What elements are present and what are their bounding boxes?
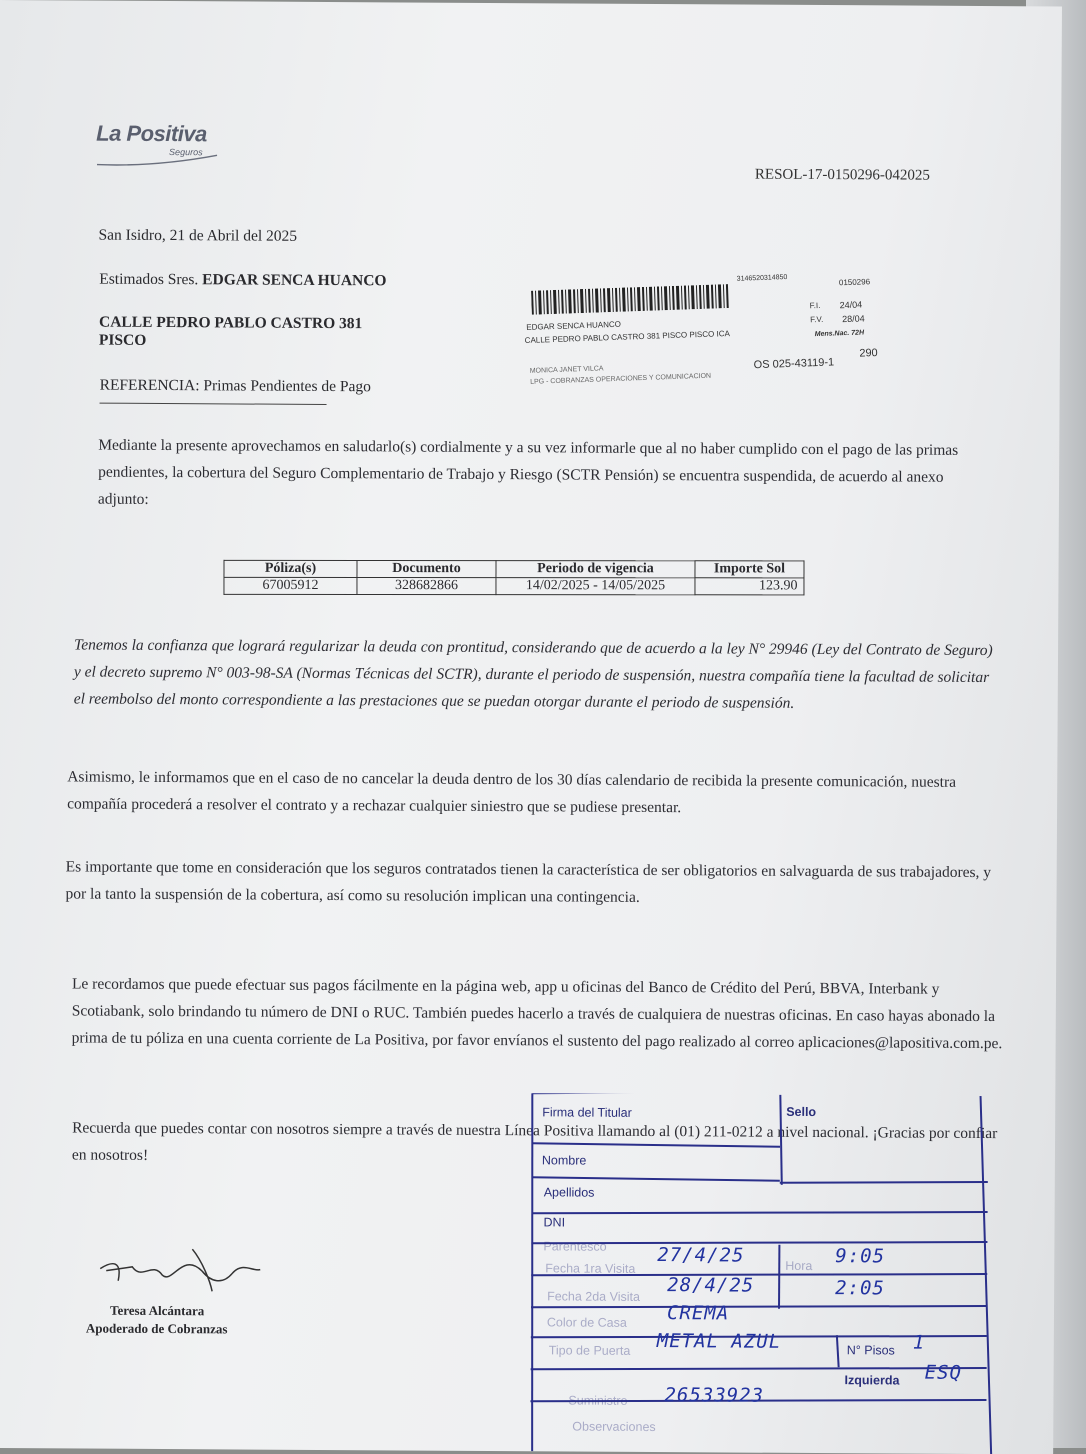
stamp-nombre-label: Nombre xyxy=(541,1153,587,1168)
label-fi-label: F.I. xyxy=(809,300,821,311)
label-fv-value: 28/04 xyxy=(842,313,865,325)
table-row xyxy=(224,577,804,595)
reference-underline xyxy=(100,403,327,405)
cell-periodo: 14/02/2025 - 14/05/2025 xyxy=(496,578,695,595)
reference-line: REFERENCIA: Primas Pendientes de Pago xyxy=(99,376,371,396)
stamp-observaciones-label: Observaciones xyxy=(572,1419,656,1435)
address-line-2: PISCO xyxy=(98,331,147,349)
recipient-name: EDGAR SENCA HUANCO xyxy=(202,271,387,290)
paragraph-law: Tenemos la confianza que logrará regularizar la deuda con prontitud, considerando que de acuerdo a la ley N° 29946 (Ley del Contrato de Seguro) y el decreto supremo N° 003-98-SA (Normas Técnicas del SCTR), durante el periodo de suspensión, nuestra compañía tiene la facultad de solicitar el reembolso del monto correspondiente a las prestaciones que se puedan otorgar durante el periodo de suspensión. xyxy=(73,636,993,712)
label-code: 0150296 xyxy=(838,277,871,288)
paragraph-intro: Mediante la presente aprovechamos en saludarlo(s) cordialmente y a su vez informarle que al no haber cumplido con el pago de las primas pendientes, la cobertura del Seguro Complementario de Trabajo y Riesgo (SCTR Pensión) se encuentra suspendida, de acuerdo al anexo adjunto: xyxy=(97,436,959,508)
greeting-text: Estimados Sres. xyxy=(99,270,199,289)
paragraph-payment: Le recordamos que puede efectuar sus pagos fácilmente en la página web, app u oficinas del Banco de Crédito del Perú, BBVA, Interbank y Scotiabank, solo brindando tu número de DNI o RUC. También puedes hacerlo a través de cualquiera de nuestras oficinas. En caso hayas abonado la prima de tu póliza en una cuenta corriente de La Positiva, por favor envíanos el sustento del pago realizado al correo aplicaciones@lapositiva.com.pe. xyxy=(71,975,1003,1053)
label-count: 290 xyxy=(859,346,878,360)
greeting xyxy=(99,271,386,291)
stamp-tipo-label: Tipo de Puerta xyxy=(548,1343,631,1358)
policy-table-header xyxy=(224,560,804,578)
label-department: LPG - COBRANZAS OPERACIONES Y COMUNICACION xyxy=(530,372,712,386)
stamp-fecha1-value: 27/4/25 xyxy=(657,1244,745,1267)
stamp-fecha2-label: Fecha 2da Visita xyxy=(547,1289,641,1304)
shipping-label xyxy=(518,259,894,390)
paragraph-contact: Recuerda que puedes contar con nosotros siempre a través de nuestra Línea Positiva llamando al (01) 211-0212 a nivel nacional. ¡Gracias por confiar en nosotros! xyxy=(71,1119,998,1164)
policy-table xyxy=(223,560,804,596)
col-documento: Documento xyxy=(357,561,496,578)
tracking-number: 3146520314850 xyxy=(736,274,788,283)
logo-swoosh-icon xyxy=(95,153,220,168)
label-service: Mens.Nac. 72H xyxy=(814,329,865,339)
cell-importe: 123.90 xyxy=(695,578,804,595)
label-courier-agent: MONICA JANET VILCA xyxy=(529,365,604,375)
stamp-color-value: CREMA xyxy=(666,1302,730,1325)
stamp-dni-label: DNI xyxy=(543,1215,566,1230)
stamp-pisos-value: 1 xyxy=(912,1331,926,1354)
barcode-icon xyxy=(531,284,732,315)
paragraph-mandatory: Es importante que tome en consideración que los seguros contratados tienen la característica de ser obligatorios en salvaguarda de sus trabajadores, y por la tanto la suspensión de la cobertura, así como su resolución implican una contingencia. xyxy=(65,858,992,906)
stamp-hora2-value: 2:05 xyxy=(835,1277,885,1300)
label-os-number: OS 025-43119-1 xyxy=(753,356,835,372)
signer-name: Teresa Alcántara xyxy=(109,1302,205,1319)
cell-poliza: 67005912 xyxy=(224,577,357,594)
stamp-fecha1-label: Fecha 1ra Visita xyxy=(545,1261,636,1276)
resolution-code: RESOL-17-0150296-042025 xyxy=(754,166,930,184)
stamp-pisos-label: N° Pisos xyxy=(846,1343,895,1358)
label-fi-value: 24/04 xyxy=(839,299,863,311)
stamp-hora1-label: Hora xyxy=(785,1258,813,1273)
label-fv-label: F.V. xyxy=(810,314,824,325)
signer-role: Apoderado de Cobranzas xyxy=(85,1320,228,1337)
paragraph-resolution: Asimismo, le informamos que en el caso de no cancelar la deuda dentro de los 30 días calendario de recibida la presente comunicación, nuestra compañía procederá a resolver el contrato y a rechazar cualquier siniestro que se pudiese presentar. xyxy=(67,768,957,817)
stamp-tipo-value: METAL AZUL xyxy=(656,1330,782,1353)
stamp-firma-label: Firma del Titular xyxy=(542,1105,632,1120)
stamp-apellidos-label: Apellidos xyxy=(543,1185,595,1200)
stamp-izquierda-label: Izquierda xyxy=(844,1373,900,1388)
delivery-stamp xyxy=(516,1093,1038,1454)
stamp-parentesco-label: Parentesco xyxy=(543,1239,607,1254)
stamp-fecha2-value: 28/4/25 xyxy=(667,1274,755,1297)
label-address: CALLE PEDRO PABLO CASTRO 381 PISCO PISCO ICA xyxy=(524,329,731,345)
letter-date: San Isidro, 21 de Abril del 2025 xyxy=(98,226,298,245)
handwritten-signature xyxy=(92,1241,272,1302)
stamp-sello-label: Sello xyxy=(786,1104,817,1120)
label-recipient-name: EDGAR SENCA HUANCO xyxy=(526,319,622,332)
stamp-izquierda-value: ESQ xyxy=(924,1361,963,1384)
company-logo: La Positiva xyxy=(96,120,207,147)
address-line-1: CALLE PEDRO PABLO CASTRO 381 xyxy=(98,313,363,333)
stamp-suministro-label: Suministro xyxy=(568,1393,628,1408)
cell-documento: 328682866 xyxy=(357,578,496,595)
company-logo-subtitle: Seguros xyxy=(169,147,203,158)
col-poliza: Póliza(s) xyxy=(224,560,357,577)
stamp-suministro-value: 26533923 xyxy=(664,1384,765,1407)
col-periodo: Periodo de vigencia xyxy=(496,561,695,578)
col-importe: Importe Sol xyxy=(695,561,804,578)
stamp-hora1-value: 9:05 xyxy=(835,1245,886,1268)
stamp-color-label: Color de Casa xyxy=(546,1315,627,1330)
